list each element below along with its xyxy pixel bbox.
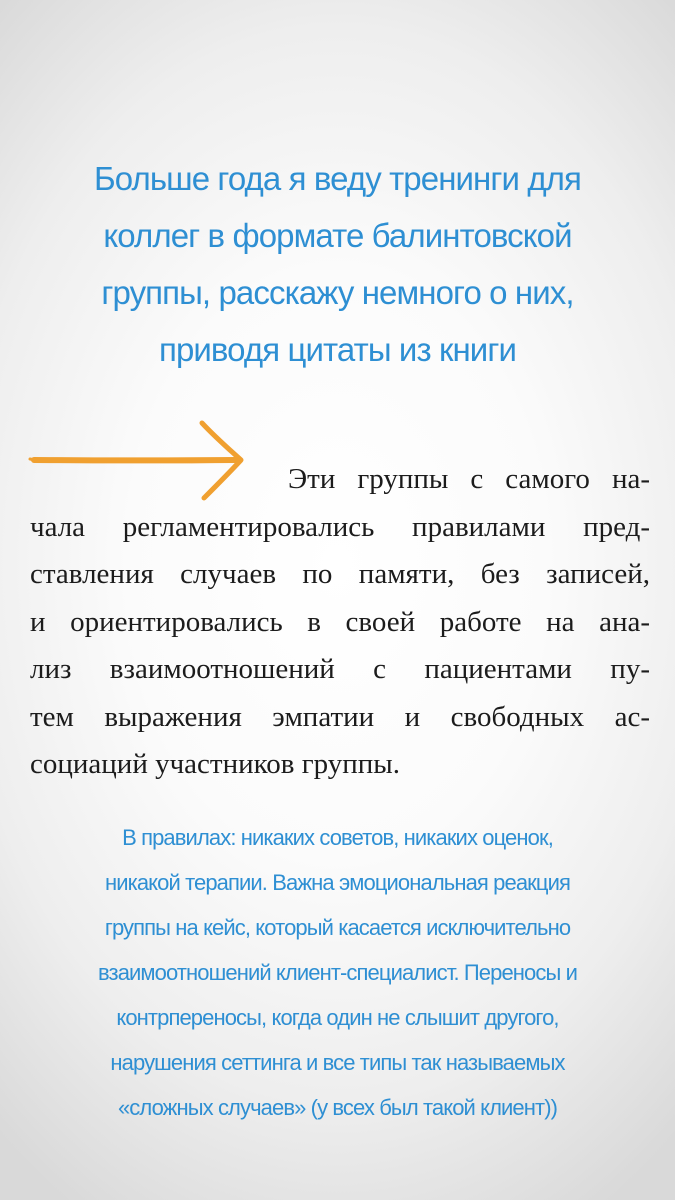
comment-line: контрпереносы, когда один не слышит другого, — [116, 1005, 559, 1030]
heading-line: коллег в формате балинтовской — [103, 217, 572, 254]
intro-heading — [40, 150, 635, 378]
quote-line: ставления случаев по памяти, без записей, — [30, 558, 650, 590]
heading-line: группы, расскажу немного о них, — [101, 274, 574, 311]
quote-line: лиз взаимоотношений с пациентами пу- — [30, 653, 650, 685]
quote-line: тем выражения эмпатии и свободных ас- — [30, 700, 650, 733]
quote-line: социаций участников группы. — [30, 748, 400, 780]
comment-line: взаимоотношений клиент-специалист. Переносы и — [97, 960, 577, 985]
comment-line: никакой терапии. Важна эмоциональная реакция — [104, 870, 570, 895]
quote-line: Эти группы с самого на- — [288, 463, 650, 495]
quote-line: чала регламентировались правилами пред- — [30, 510, 650, 543]
comment-line: нарушения сеттинга и все типы так называемых — [110, 1050, 565, 1075]
heading-line: Больше года я веду тренинги для — [93, 160, 582, 197]
book-quote — [30, 456, 650, 789]
author-comment — [30, 815, 645, 1130]
comment-line: группы на кейс, который касается исключительно — [104, 915, 571, 940]
quote-line: и ориентировались в своей работе на ана- — [30, 605, 650, 638]
comment-line: «сложных случаев» (у всех был такой клиент)) — [117, 1095, 558, 1120]
heading-line: приводя цитаты из книги — [158, 331, 517, 368]
comment-line: В правилах: никаких советов, никаких оценок, — [122, 825, 553, 850]
